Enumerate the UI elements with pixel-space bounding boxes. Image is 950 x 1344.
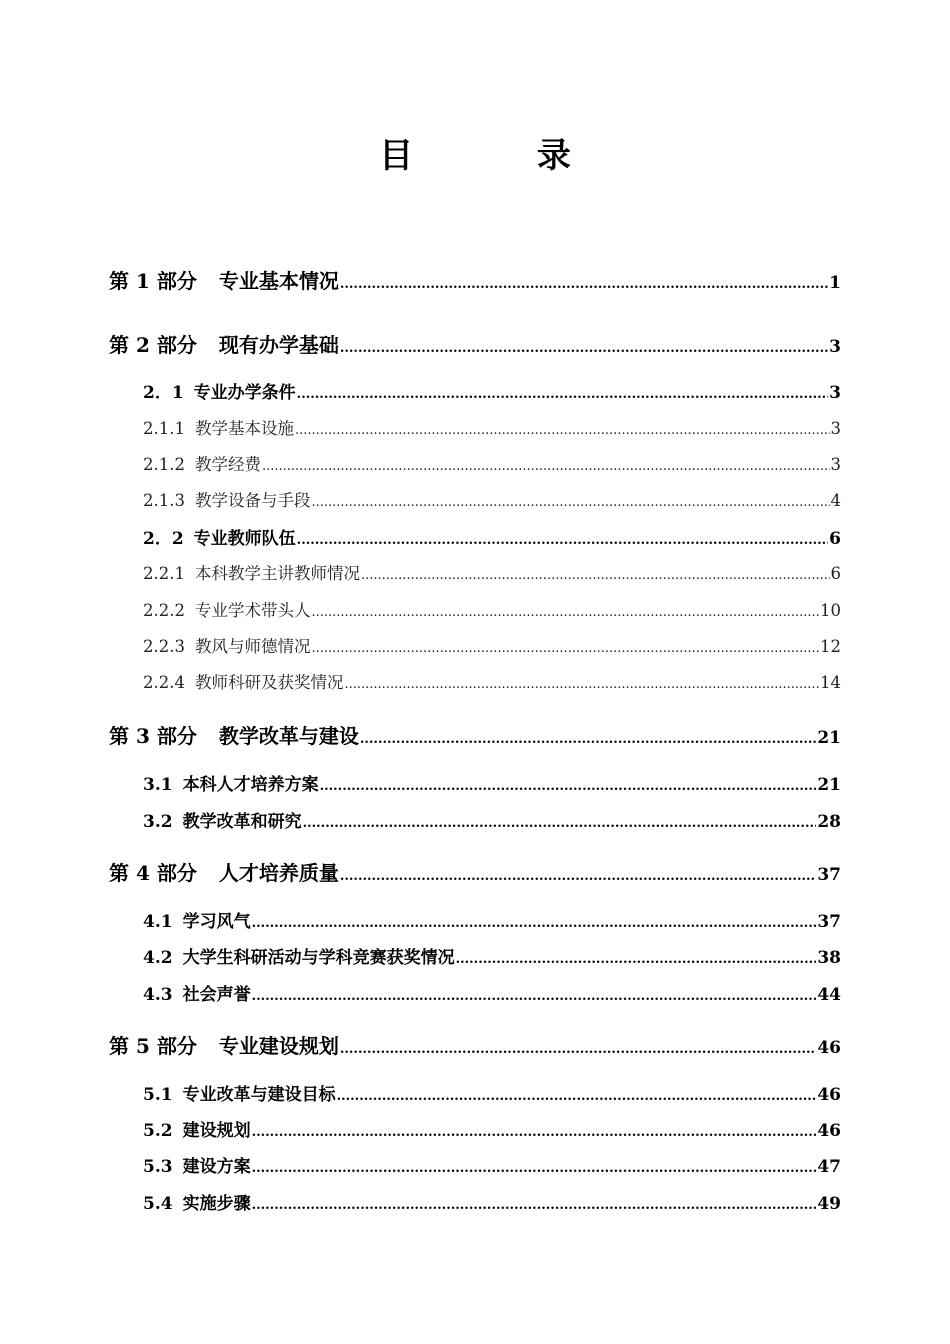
toc-page-number: 4 bbox=[830, 491, 841, 510]
toc-entry[interactable] bbox=[143, 633, 841, 657]
toc-entry[interactable] bbox=[143, 1080, 841, 1105]
toc-entry-text: 教学改革和研究 bbox=[182, 812, 302, 832]
toc-entry-number: 2.1.2 bbox=[143, 455, 185, 474]
toc-page-number: 3 bbox=[830, 455, 841, 474]
toc-leader-dots bbox=[311, 641, 819, 656]
toc-entry-text: 教学经费 bbox=[194, 455, 261, 474]
toc-entry-label bbox=[143, 524, 296, 549]
toc-entry-text: 本科人才培养方案 bbox=[182, 775, 319, 795]
toc-entry[interactable] bbox=[143, 597, 841, 621]
toc-entry[interactable] bbox=[143, 980, 841, 1005]
toc-entry-text: 建设方案 bbox=[182, 1157, 251, 1177]
toc-entry[interactable] bbox=[143, 807, 841, 832]
toc-leader-dots bbox=[340, 869, 816, 884]
toc-entry-text: 专业办学条件 bbox=[193, 383, 296, 403]
toc-leader-dots bbox=[252, 1161, 817, 1176]
toc-leader-dots bbox=[311, 495, 829, 510]
toc-leader-dots bbox=[456, 952, 817, 967]
toc-entry-label bbox=[143, 770, 319, 795]
toc-entry-label bbox=[109, 857, 339, 886]
toc-entry-number: 4.1 bbox=[143, 912, 173, 932]
toc-entry[interactable] bbox=[143, 415, 841, 439]
toc-entry-text: 教学基本设施 bbox=[194, 419, 294, 438]
toc-leader-dots bbox=[337, 1089, 817, 1104]
toc-entry[interactable] bbox=[109, 720, 841, 749]
toc-page-number: 14 bbox=[820, 673, 841, 692]
toc-entry[interactable] bbox=[143, 560, 841, 584]
toc-entry-number: 2．1 bbox=[143, 383, 184, 403]
toc-leader-dots bbox=[295, 423, 830, 438]
toc-leader-dots bbox=[360, 732, 816, 747]
toc-entry-text: 专业学术带头人 bbox=[194, 601, 311, 620]
toc-page-number: 6 bbox=[829, 529, 841, 549]
toc-entry[interactable] bbox=[109, 265, 841, 294]
toc-entry[interactable] bbox=[143, 770, 841, 795]
toc-leader-dots bbox=[262, 459, 830, 474]
toc-page-number: 21 bbox=[817, 728, 841, 748]
toc-page-number: 37 bbox=[817, 865, 841, 885]
toc-leader-dots bbox=[340, 1042, 816, 1057]
toc-page-number: 28 bbox=[817, 812, 841, 832]
toc-entry-label bbox=[143, 1116, 251, 1141]
toc-page-number: 46 bbox=[817, 1038, 841, 1058]
toc-entry-label bbox=[143, 669, 343, 693]
toc-page-number: 46 bbox=[817, 1085, 841, 1105]
toc-entry-text: 专业基本情况 bbox=[218, 269, 339, 293]
toc-page-number: 6 bbox=[830, 564, 841, 583]
toc-entry-text: 教风与师德情况 bbox=[194, 637, 311, 656]
toc-leader-dots bbox=[340, 277, 828, 292]
toc-page-number: 38 bbox=[817, 948, 841, 968]
toc-entry-label bbox=[143, 451, 261, 475]
toc-entry-number: 4.3 bbox=[143, 985, 173, 1005]
toc-entry[interactable] bbox=[143, 524, 841, 549]
toc-entry-label bbox=[109, 265, 339, 294]
toc-entry-number: 第 5 部分 bbox=[109, 1034, 197, 1058]
toc-page-number: 3 bbox=[830, 419, 841, 438]
toc-page-number: 49 bbox=[817, 1194, 841, 1214]
toc-entry-number: 2.2.1 bbox=[143, 564, 185, 583]
toc-entry-label bbox=[143, 980, 251, 1005]
toc-entry[interactable] bbox=[109, 329, 841, 358]
toc-entry-label bbox=[143, 378, 296, 403]
toc-entry-label bbox=[143, 597, 310, 621]
toc-entry[interactable] bbox=[143, 1189, 841, 1214]
toc-entry-number: 2.2.4 bbox=[143, 673, 185, 692]
toc-entry-number: 第 3 部分 bbox=[109, 724, 197, 748]
toc-entry-text: 本科教学主讲教师情况 bbox=[194, 564, 360, 583]
toc-entry-text: 教学设备与手段 bbox=[194, 491, 311, 510]
toc-page-number: 21 bbox=[817, 775, 841, 795]
toc-entry[interactable] bbox=[109, 857, 841, 886]
toc-entry-number: 5.3 bbox=[143, 1157, 173, 1177]
toc-entry[interactable] bbox=[143, 378, 841, 403]
toc-page-number: 10 bbox=[820, 601, 841, 620]
toc-page-number: 47 bbox=[817, 1157, 841, 1177]
toc-leader-dots bbox=[297, 533, 828, 548]
toc-leader-dots bbox=[252, 1198, 817, 1213]
toc-entry[interactable] bbox=[143, 451, 841, 475]
toc-title-char-1: 目 bbox=[379, 136, 414, 176]
toc-entry[interactable] bbox=[143, 1152, 841, 1177]
toc-title-char-2: 录 bbox=[536, 136, 571, 176]
toc-entry-number: 3.2 bbox=[143, 812, 173, 832]
toc-entry-number: 5.1 bbox=[143, 1085, 173, 1105]
toc-entry[interactable] bbox=[143, 943, 841, 968]
toc-entry-label bbox=[109, 720, 359, 749]
toc-title bbox=[0, 128, 950, 177]
toc-entry-label bbox=[143, 487, 310, 511]
toc-entry-label bbox=[143, 907, 251, 932]
toc-entry-label bbox=[109, 329, 339, 358]
toc-entry-text: 人才培养质量 bbox=[218, 861, 339, 885]
toc-leader-dots bbox=[303, 816, 817, 831]
toc-entry-text: 教学改革与建设 bbox=[218, 724, 359, 748]
toc-entry-text: 教师科研及获奖情况 bbox=[194, 673, 344, 692]
toc-entry-number: 2.2.2 bbox=[143, 601, 185, 620]
toc-leader-dots bbox=[361, 568, 830, 583]
toc-entry[interactable] bbox=[143, 487, 841, 511]
toc-entry-label bbox=[143, 807, 302, 832]
toc-page-number: 46 bbox=[817, 1121, 841, 1141]
toc-leader-dots bbox=[252, 916, 817, 931]
toc-entry[interactable] bbox=[109, 1030, 841, 1059]
toc-leader-dots bbox=[311, 605, 819, 620]
toc-page-number: 1 bbox=[829, 273, 841, 293]
toc-leader-dots bbox=[252, 1125, 817, 1140]
toc-leader-dots bbox=[252, 989, 817, 1004]
toc-entry[interactable] bbox=[143, 1116, 841, 1141]
toc-entry-number: 5.2 bbox=[143, 1121, 173, 1141]
toc-entry-number: 2.1.1 bbox=[143, 419, 185, 438]
toc-page-number: 12 bbox=[820, 637, 841, 656]
toc-entry[interactable] bbox=[143, 669, 841, 693]
toc-entry-number: 2.1.3 bbox=[143, 491, 185, 510]
toc-entry-label bbox=[109, 1030, 339, 1059]
toc-leader-dots bbox=[297, 387, 828, 402]
toc-entry-text: 实施步骤 bbox=[182, 1194, 251, 1214]
toc-entry-label bbox=[143, 560, 360, 584]
toc-page-number: 44 bbox=[817, 985, 841, 1005]
toc-entry-label bbox=[143, 1152, 251, 1177]
toc-entry-label bbox=[143, 943, 455, 968]
toc-page-number: 3 bbox=[829, 337, 841, 357]
toc-entry-label bbox=[143, 415, 294, 439]
toc-entry-number: 3.1 bbox=[143, 775, 173, 795]
toc-entry-text: 专业教师队伍 bbox=[193, 529, 296, 549]
toc-entry-number: 5.4 bbox=[143, 1194, 173, 1214]
toc-entry-label bbox=[143, 1189, 251, 1214]
toc-entry-text: 专业改革与建设目标 bbox=[182, 1085, 336, 1105]
toc-page-number: 37 bbox=[817, 912, 841, 932]
toc-entry-text: 建设规划 bbox=[182, 1121, 251, 1141]
toc-entry-number: 4.2 bbox=[143, 948, 173, 968]
toc-entry-text: 大学生科研活动与学科竞赛获奖情况 bbox=[182, 948, 455, 968]
toc-page-number: 3 bbox=[829, 383, 841, 403]
toc-leader-dots bbox=[320, 779, 817, 794]
toc-entry-text: 现有办学基础 bbox=[218, 333, 339, 357]
toc-entry[interactable] bbox=[143, 907, 841, 932]
toc-entry-number: 第 2 部分 bbox=[109, 333, 197, 357]
toc-entry-number: 2.2.3 bbox=[143, 637, 185, 656]
toc-entry-number: 2．2 bbox=[143, 529, 184, 549]
toc-entry-text: 社会声誉 bbox=[182, 985, 251, 1005]
toc-leader-dots bbox=[340, 341, 828, 356]
toc-entry-number: 第 4 部分 bbox=[109, 861, 197, 885]
toc-leader-dots bbox=[344, 677, 819, 692]
toc-entry-text: 学习风气 bbox=[182, 912, 251, 932]
toc-entry-label bbox=[143, 633, 310, 657]
toc-entry-number: 第 1 部分 bbox=[109, 269, 197, 293]
toc-entry-label bbox=[143, 1080, 336, 1105]
toc-entry-text: 专业建设规划 bbox=[218, 1034, 339, 1058]
